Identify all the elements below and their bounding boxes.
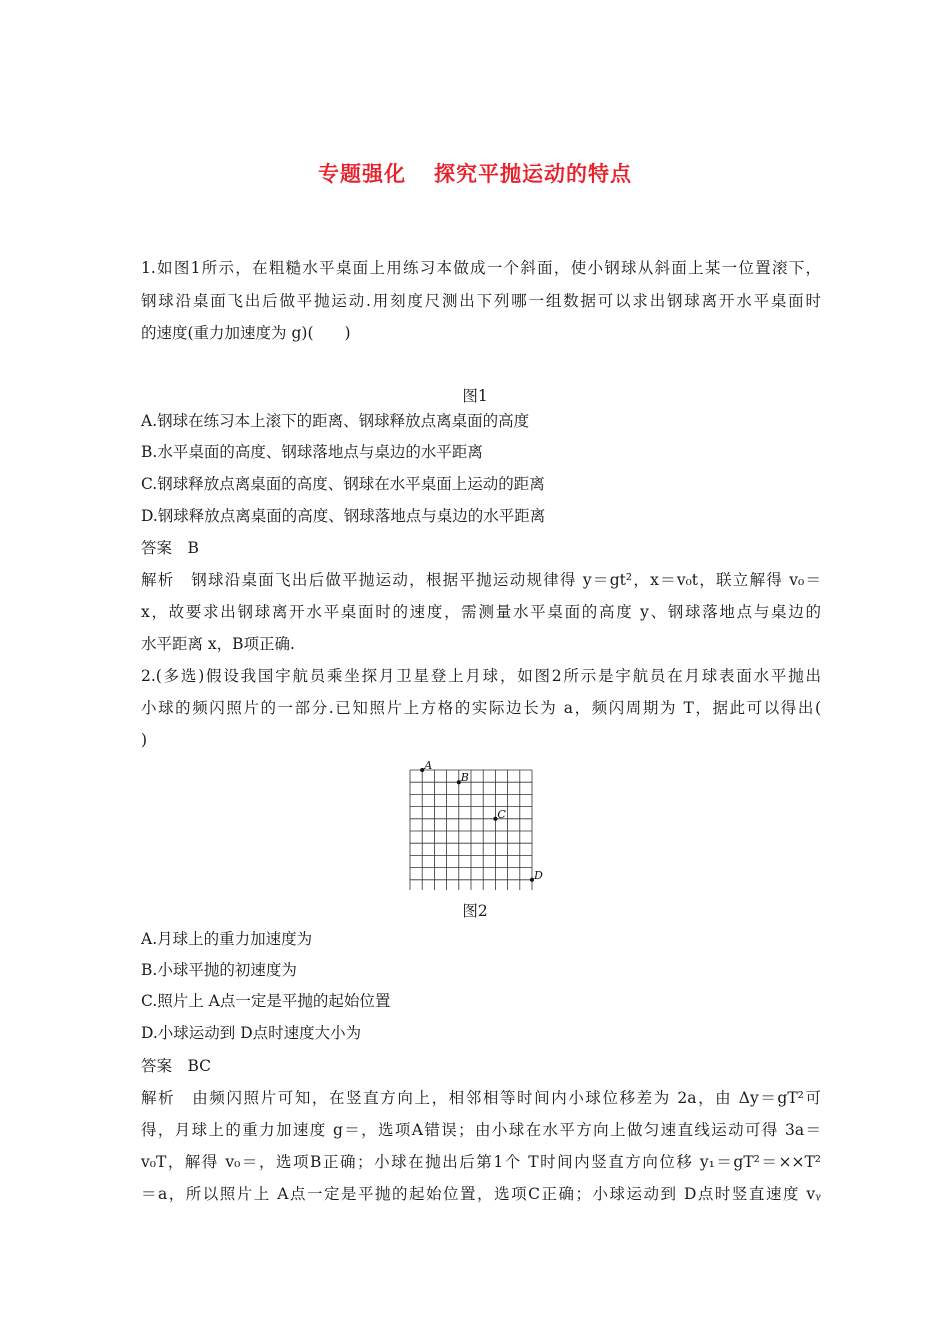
q1-option-b: B.水平桌面的高度、钢球落地点与桌边的水平距离	[141, 443, 483, 461]
title-left: 专题强化	[318, 162, 406, 186]
point-label-b: B	[460, 771, 469, 785]
q1-analysis-line-3: 水平距离 x，B项正确.	[141, 635, 295, 653]
q2-option-a: A.月球上的重力加速度为	[141, 930, 313, 948]
point-label-c: C	[497, 807, 506, 821]
q2-option-c: C.照片上 A点一定是平抛的起始位置	[141, 992, 391, 1010]
figure1-caption: 图1	[462, 387, 488, 405]
q1-analysis-line-2: x，故要求出钢球离开水平桌面时的速度，需测量水平桌面的高度 y、钢球落地点与桌边的	[141, 603, 821, 621]
q1-analysis-line-1: 解析 钢球沿桌面飞出后做平抛运动，根据平抛运动规律得 y＝gt²，x＝v₀t，联立解得 v₀＝	[141, 571, 821, 589]
figure2-caption: 图2	[462, 902, 488, 920]
q2-line-2: 小球的频闪照片的一部分.已知照片上方格的实际边长为 a，频闪周期为 T，据此可以得出(	[141, 699, 821, 717]
q2-option-d: D.小球运动到 D点时速度大小为	[141, 1024, 362, 1042]
point-label-a: A	[424, 760, 433, 772]
q2-analysis-line-3: v₀T，解得 v₀＝，选项B正确；小球在抛出后第1个 T时间内竖直方向位移 y₁＝gT²＝××T²	[141, 1153, 821, 1171]
q1-option-a: A.钢球在练习本上滚下的距离、钢球释放点离桌面的高度	[141, 412, 530, 430]
q2-analysis-line-2: 得，月球上的重力加速度 g＝，选项A错误；由小球在水平方向上做匀速直线运动可得 3a＝	[141, 1121, 821, 1139]
page-title	[0, 158, 950, 188]
q2-line-1: 2.(多选)假设我国宇航员乘坐探月卫星登上月球，如图2所示是宇航员在月球表面水平抛出	[141, 667, 821, 685]
q1-option-c: C.钢球释放点离桌面的高度、钢球在水平桌面上运动的距离	[141, 475, 545, 493]
q1-option-d: D.钢球释放点离桌面的高度、钢球落地点与桌边的水平距离	[141, 507, 546, 525]
q1-line-3: 的速度(重力加速度为 g)( )	[141, 324, 351, 342]
point-label-d: D	[534, 868, 543, 882]
q1-answer: 答案 B	[141, 539, 199, 557]
title-right: 探究平抛运动的特点	[434, 162, 632, 186]
q2-analysis-line-1: 解析 由频闪照片可知，在竖直方向上，相邻相等时间内小球位移差为 2a，由 Δy＝gT²可	[141, 1089, 821, 1107]
q2-analysis-line-4: ＝a，所以照片上 A点一定是平抛的起始位置，选项C正确；小球运动到 D点时竖直速度 vᵧ	[141, 1185, 821, 1203]
figure2-grid	[400, 760, 550, 890]
q2-line-3: )	[141, 731, 148, 749]
q2-option-b: B.小球平抛的初速度为	[141, 961, 297, 979]
q2-answer: 答案 BC	[141, 1057, 212, 1075]
q1-line-1: 1.如图1所示，在粗糙水平桌面上用练习本做成一个斜面，使小钢球从斜面上某一位置滚下，	[141, 259, 821, 277]
q1-line-2: 钢球沿桌面飞出后做平抛运动.用刻度尺测出下列哪一组数据可以求出钢球离开水平桌面时	[141, 292, 821, 310]
